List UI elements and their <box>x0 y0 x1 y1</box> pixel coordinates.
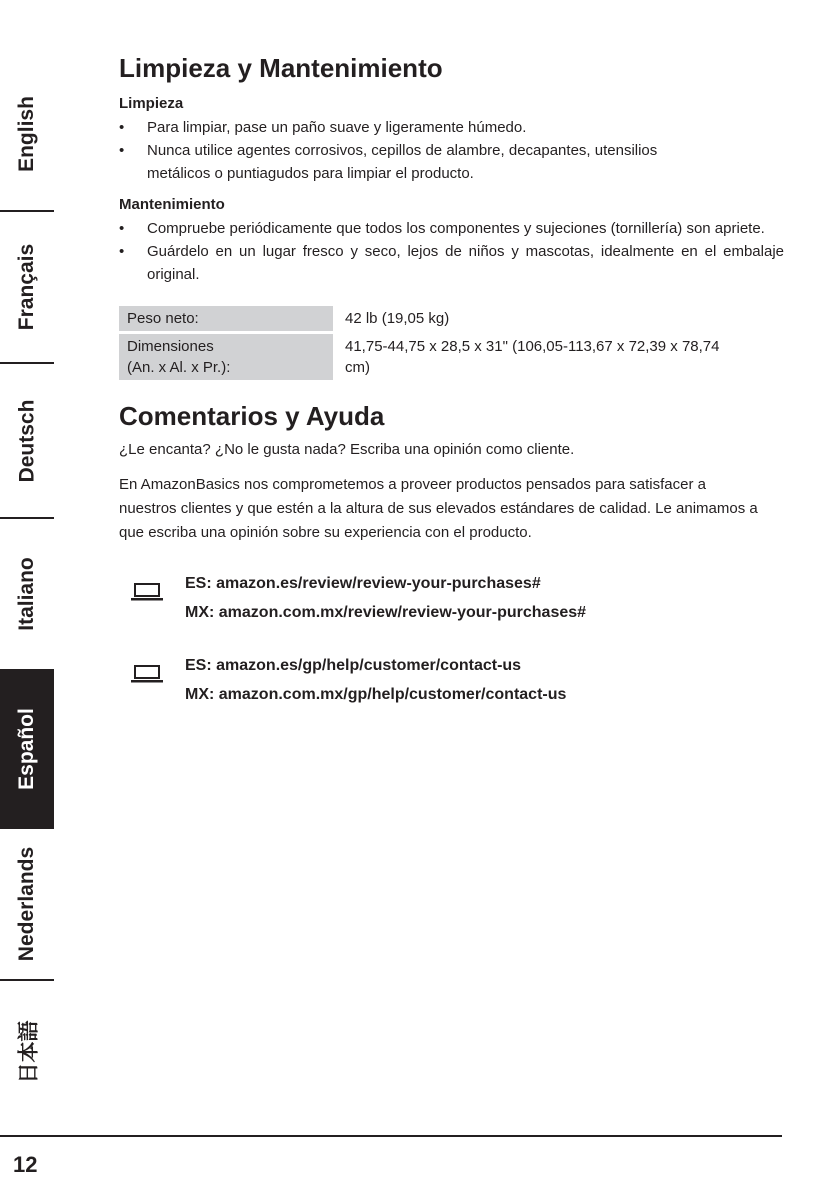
language-tabs <box>0 57 54 1122</box>
maintenance-list <box>119 217 784 286</box>
spec-label: Dimensiones (An. x Al. x Pr.): <box>119 334 333 380</box>
section-title: Comentarios y Ayuda <box>119 401 385 431</box>
spec-value: 41,75-44,75 x 28,5 x 31" (106,05-113,67 x 72,39 x 78,74 cm) <box>345 338 720 376</box>
tab-english[interactable] <box>0 57 54 210</box>
section-title: Limpieza y Mantenimiento <box>119 53 443 83</box>
list-item: • Compruebe periódicamente que todos los componentes y sujeciones (tornillería) son apriete. <box>119 217 784 240</box>
list-item: • Para limpiar, pase un paño suave y ligeramente húmedo. <box>119 116 784 139</box>
tab-label: Italiano <box>15 557 39 631</box>
list-item: • Nunca utilice agentes corrosivos, cepillos de alambre, decapantes, utensilios metálicos o puntiagudos para limpiar el producto. <box>119 139 719 185</box>
review-link-mx[interactable]: MX: amazon.com.mx/review/review-your-purchases# <box>185 604 587 621</box>
laptop-icon <box>131 665 163 683</box>
tab-label: English <box>15 95 38 172</box>
tab-italiano[interactable] <box>0 519 54 669</box>
page-number: 12 <box>13 1152 38 1177</box>
tab-nederlands[interactable] <box>0 829 54 979</box>
maintenance-heading: Mantenimiento <box>119 196 225 213</box>
spec-label: Peso neto: <box>119 306 333 331</box>
laptop-icon <box>131 583 163 601</box>
help-link-es[interactable]: ES: amazon.es/gp/help/customer/contact-us <box>185 657 522 674</box>
tab-francais[interactable] <box>0 212 54 362</box>
spec-table <box>119 303 739 383</box>
tab-label: Deutsch <box>15 399 39 482</box>
spec-row <box>119 334 739 380</box>
help-link-mx[interactable]: MX: amazon.com.mx/gp/help/customer/contact-us <box>185 686 567 703</box>
feedback-intro: ¿Le encanta? ¿No le gusta nada? Escriba una opinión como cliente. <box>119 441 575 458</box>
list-item: • Guárdelo en un lugar fresco y seco, lejos de niños y mascotas, idealmente en el embalaje original. <box>119 240 784 286</box>
tab-deutsch[interactable] <box>0 364 54 517</box>
review-link-es[interactable]: ES: amazon.es/review/review-your-purchases# <box>185 575 541 592</box>
tab-label: Français <box>15 243 39 331</box>
tab-japanese[interactable] <box>0 981 54 1122</box>
tab-espanol[interactable] <box>0 669 54 829</box>
help-links <box>119 651 784 709</box>
cleaning-list <box>119 116 784 185</box>
feedback-body: En AmazonBasics nos comprometemos a proveer productos pensados para satisfacer a nuestros clientes y que estén a la altura de sus elevados estándares de calidad. Le animamos a que escriba una opinión sobre su experiencia con el producto. <box>119 476 758 541</box>
page-content <box>119 52 784 709</box>
tab-label: 日本語 <box>17 1020 40 1083</box>
footer-rule <box>0 1135 782 1137</box>
review-links <box>119 569 784 627</box>
tab-label: Nederlands <box>15 846 38 962</box>
tab-label: Español <box>15 708 38 790</box>
cleaning-heading: Limpieza <box>119 95 184 112</box>
spec-value: 42 lb (19,05 kg) <box>345 310 450 327</box>
spec-row <box>119 306 739 331</box>
